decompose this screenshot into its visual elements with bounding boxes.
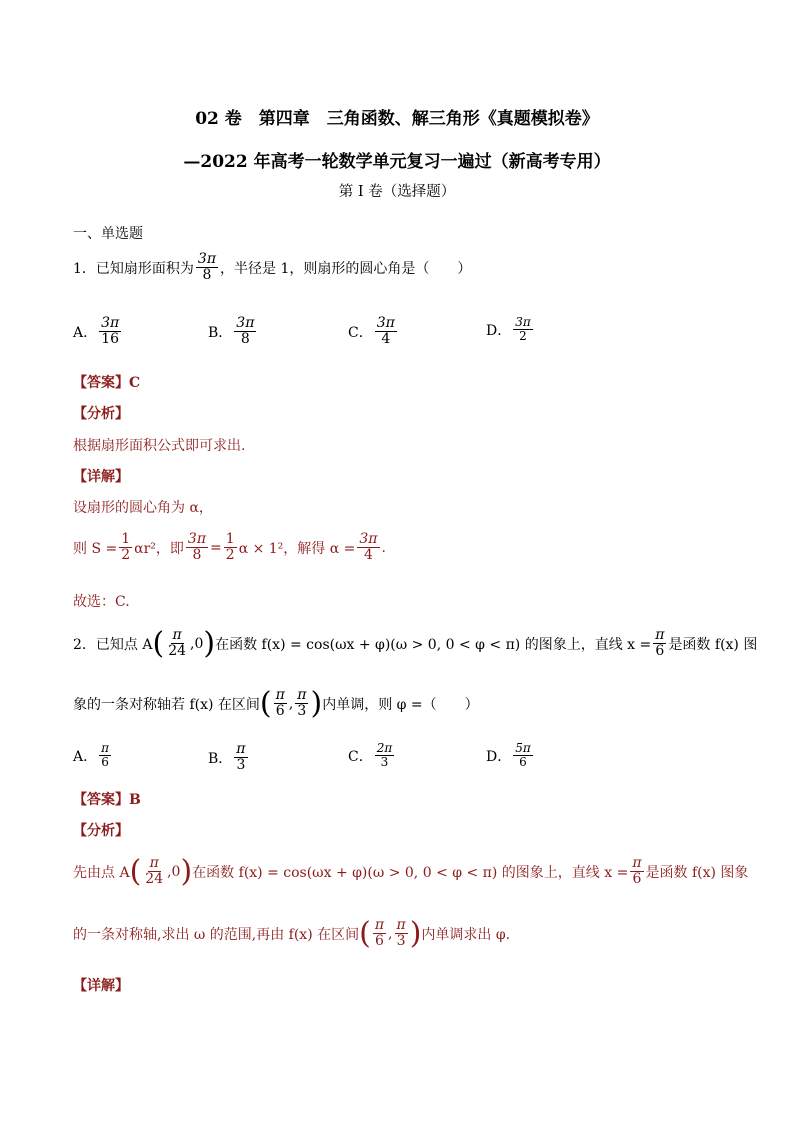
q1-detail-line2 <box>73 532 386 564</box>
doc-title: 02 卷 第四章 三角函数、解三角形《真题模拟卷》 <box>195 109 599 129</box>
q1-option-c <box>348 316 399 348</box>
detail-text: = <box>210 539 222 556</box>
frac-den: 16 <box>101 331 120 348</box>
q2-option-c <box>348 742 396 769</box>
option-label: B． <box>208 324 233 341</box>
section-heading: 一、单选题 <box>73 226 143 242</box>
q1-option-a <box>73 316 123 348</box>
q1-option-d <box>486 316 535 343</box>
q1-options <box>73 316 633 356</box>
q2-option-d <box>486 742 535 769</box>
question-2-line1 <box>73 625 758 661</box>
left-paren: ( <box>259 685 272 721</box>
q2-text: ,0 <box>190 635 204 652</box>
option-fraction <box>375 316 397 348</box>
analysis-text: 先由点 A <box>73 864 130 881</box>
option-fraction: $\frac{\pi}{3}$ <box>236 741 246 774</box>
detail-text: αr²，即 <box>134 540 184 557</box>
interval-start: $\frac{\pi}{6}$ <box>275 687 285 720</box>
q2-options <box>73 742 633 782</box>
option-label: D． <box>486 748 512 765</box>
left-paren: ( <box>152 625 165 661</box>
q2-text: 是函数 f(x) 图 <box>668 636 758 653</box>
option-label: A． <box>73 324 98 341</box>
q1-analysis-heading: 【分析】 <box>73 406 129 422</box>
option-label: D． <box>486 322 512 339</box>
option-label: B． <box>208 750 233 767</box>
option-fraction <box>99 316 121 348</box>
interval-end: $\frac{\pi}{3}$ <box>297 687 307 720</box>
analysis-text: 内单调求出 φ. <box>421 926 511 943</box>
q1-analysis-text: 根据扇形面积公式即可求出. <box>73 438 246 454</box>
q2-text: 内单调，则 φ =（ ） <box>322 696 479 713</box>
option-label: C． <box>348 324 373 341</box>
doc-subtitle: —2022 年高考一轮数学单元复习一遍过（新高考专用） <box>183 152 611 172</box>
frac-den: 2 <box>519 329 527 344</box>
q2-text: 象的一条对称轴若 f(x) 在区间 <box>73 696 260 713</box>
frac-den: 8 <box>240 331 250 348</box>
analysis-text: 在函数 f(x) = cos(ωx + φ)(ω > 0, 0 < φ < π) 的图象上，直线 x = <box>192 864 629 881</box>
analysis-text: ,0 <box>167 863 181 880</box>
result-fraction: $\frac{3\pi}{4}$ <box>359 531 378 564</box>
q1-prefix: 1．已知扇形面积为 <box>73 260 194 277</box>
right-paren: ) <box>310 685 323 721</box>
q2-detail-heading: 【详解】 <box>73 978 129 994</box>
area-fraction: $\frac{3\pi}{8}$ <box>187 531 207 564</box>
analysis-text: 是函数 f(x) 图象 <box>645 864 749 881</box>
option-fraction: $\frac{5\pi}{6}$ <box>515 741 531 770</box>
interval-end: $\frac{\pi}{3}$ <box>396 917 406 950</box>
frac-num: 3π <box>515 315 531 329</box>
point-fraction: $\frac{\pi}{24}$ <box>145 855 164 888</box>
detail-text: α × 1²，解得 α = <box>238 540 356 557</box>
q2-option-a <box>73 742 113 769</box>
q1-option-b <box>208 316 258 348</box>
q2-option-b <box>208 742 250 774</box>
detail-text: 则 S = <box>73 540 118 557</box>
option-fraction: $\frac{\pi}{6}$ <box>101 741 110 770</box>
q1-suffix: ，半径是 1，则扇形的圆心角是（ ） <box>220 260 472 277</box>
right-paren: ) <box>203 625 216 661</box>
q1-detail-heading: 【详解】 <box>73 469 129 485</box>
option-fraction: $\frac{2\pi}{3}$ <box>376 741 393 770</box>
option-label: A． <box>73 748 98 765</box>
q2-text: 在函数 f(x) = cos(ωx + φ)(ω > 0, 0 < φ < π) 的图象上，直线 x = <box>215 636 652 653</box>
question-2-line2: 象的一条对称轴若 f(x) 在区间 ( $\frac{\pi}{6}$ , $\frac{\pi}{3}$ ) 内单调，则 φ =（ ） <box>73 685 479 721</box>
right-paren: ) <box>180 853 193 889</box>
left-paren: ( <box>359 915 371 951</box>
q1-area-fraction <box>196 252 218 284</box>
q2-analysis-heading: 【分析】 <box>73 823 129 839</box>
q1-conclusion: 故选：C. <box>73 594 130 610</box>
half-fraction: $\frac{1}{2}$ <box>121 531 131 564</box>
q2-analysis-line1 <box>73 853 749 889</box>
volume-title: 第 I 卷（选择题） <box>338 184 456 200</box>
q1-detail-line1: 设扇形的圆心角为 α， <box>73 500 213 516</box>
half-fraction: $\frac{1}{2}$ <box>225 531 235 564</box>
right-paren: ) <box>409 915 422 951</box>
frac-num: 3π <box>236 315 255 331</box>
axis-fraction: $\frac{\pi}{6}$ <box>632 855 642 888</box>
frac-den: 4 <box>381 331 391 348</box>
option-fraction <box>234 316 256 348</box>
q1-answer: 【答案】C <box>73 375 141 391</box>
q2-answer: 【答案】B <box>73 792 141 808</box>
frac-num: 3π <box>376 315 395 331</box>
detail-text: . <box>381 539 386 556</box>
frac-num: 3π <box>197 251 217 267</box>
point-fraction: $\frac{\pi}{24}$ <box>168 627 187 660</box>
interval-start: $\frac{\pi}{6}$ <box>374 917 385 950</box>
question-1 <box>73 252 471 284</box>
frac-den: 8 <box>202 267 212 284</box>
axis-fraction: $\frac{\pi}{6}$ <box>655 627 665 660</box>
analysis-text: 的一条对称轴,求出 ω 的范围,再由 f(x) 在区间 <box>73 926 360 943</box>
left-paren: ( <box>129 853 142 889</box>
frac-num: 3π <box>101 315 120 331</box>
option-label: C． <box>348 748 373 765</box>
option-fraction <box>513 316 533 343</box>
q2-text: 2．已知点 A <box>73 636 153 653</box>
q2-analysis-line2: 的一条对称轴,求出 ω 的范围,再由 f(x) 在区间 ( $\frac{\pi}{6}$ , $\frac{\pi}{3}$ ) 内单调求出 φ. <box>73 915 511 951</box>
